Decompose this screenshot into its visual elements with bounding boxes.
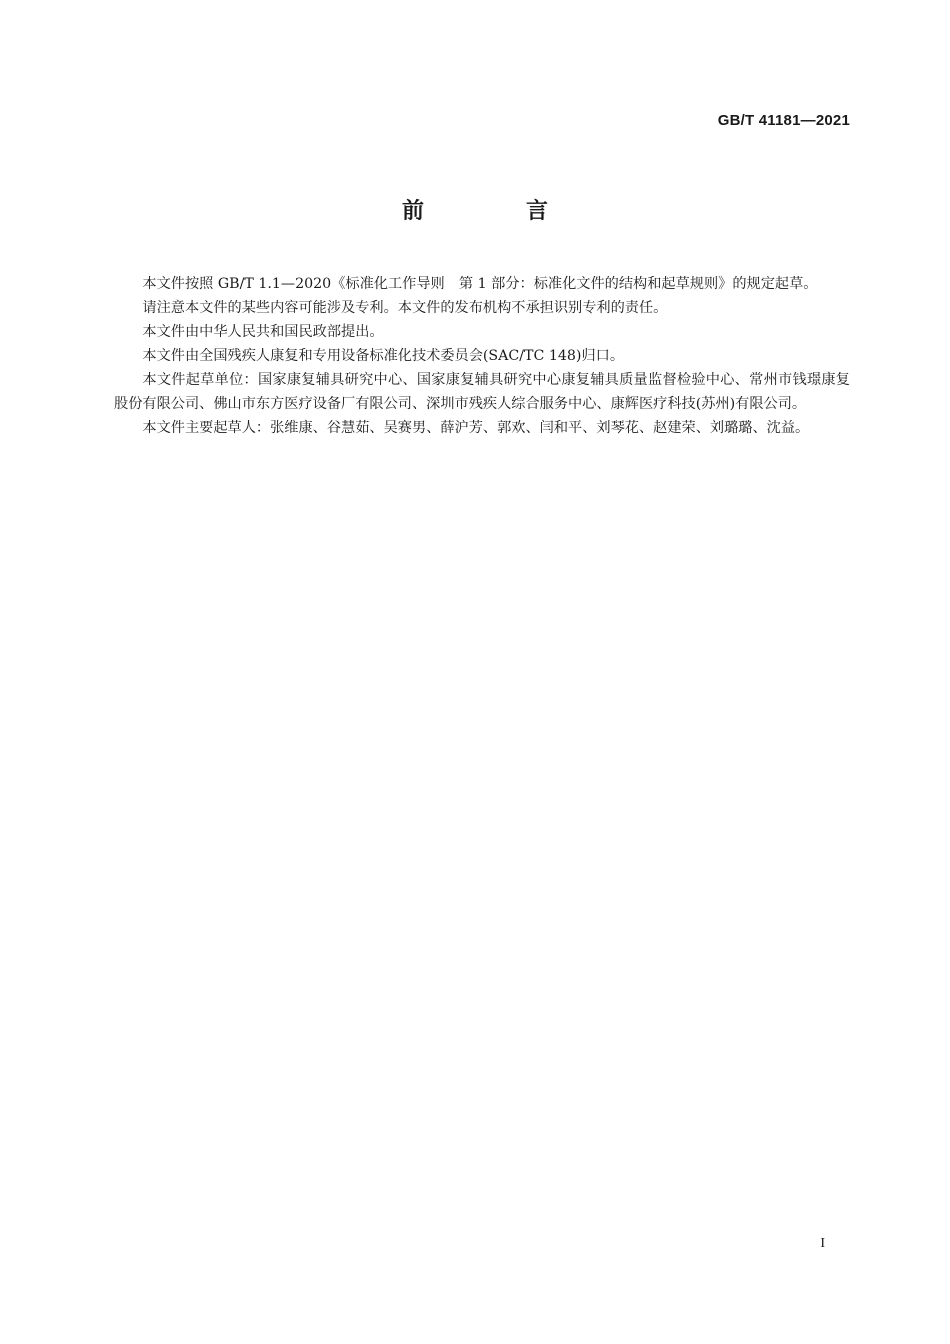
paragraph-drafting-units: 本文件起草单位：国家康复辅具研究中心、国家康复辅具研究中心康复辅具质量监督检验中心、常州市钱璟康复股份有限公司、佛山市东方医疗设备厂有限公司、深圳市残疾人综合服务中心、康辉医疗科技(苏州)有限公司。 bbox=[114, 372, 850, 412]
paragraph-proposer: 本文件由中华人民共和国民政部提出。 bbox=[142, 324, 384, 340]
paragraph-administrator: 本文件由全国残疾人康复和专用设备标准化技术委员会(SAC/TC 148)归口。 bbox=[142, 348, 625, 364]
paragraph-drafters: 本文件主要起草人：张维康、谷慧茹、吴赛男、薛沪芳、郭欢、闫和平、刘琴花、赵建荣、刘璐璐、沈益。 bbox=[142, 420, 810, 436]
document-body bbox=[114, 272, 850, 440]
paragraph-drafting-rules: 本文件按照 GB/T 1.1—2020《标准化工作导则 第 1 部分：标准化文件的结构和起草规则》的规定起草。 bbox=[142, 276, 818, 292]
page-number: I bbox=[820, 1236, 825, 1251]
paragraph-patent-notice: 请注意本文件的某些内容可能涉及专利。本文件的发布机构不承担识别专利的责任。 bbox=[142, 300, 668, 316]
standard-code: GB/T 41181—2021 bbox=[717, 112, 850, 129]
page-title: 前 言 bbox=[401, 199, 588, 224]
